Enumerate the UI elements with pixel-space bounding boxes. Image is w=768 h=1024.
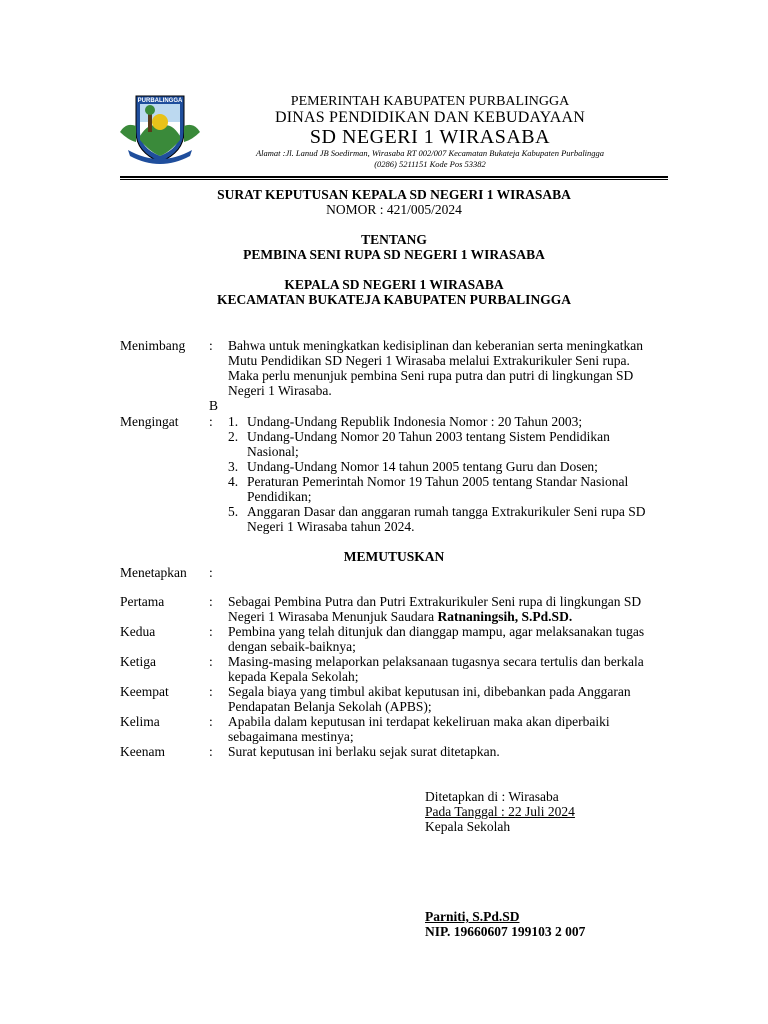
letterhead-government: PEMERINTAH KABUPATEN PURBALINGGA — [290, 94, 570, 109]
menimbang-line: Negeri 1 Wirasaba. — [228, 383, 332, 398]
decision-label-pertama: Pertama — [120, 594, 165, 609]
decision-text: Masing-masing melaporkan pelaksanaan tugasnya secara tertulis dan berkala — [228, 654, 644, 669]
signature-date: Pada Tanggal : 22 Juli 2024 — [425, 804, 575, 819]
decision-label-kelima: Kelima — [120, 714, 160, 729]
decision-text — [228, 609, 696, 624]
decree-authority: KEPALA SD NEGERI 1 WIRASABA — [284, 277, 504, 292]
decree-about: TENTANG — [361, 232, 427, 247]
colon: : — [209, 624, 213, 639]
list-item-cont: Negeri 1 Wirasaba tahun 2024. — [247, 519, 415, 534]
decision-text: Apabila dalam keputusan ini terdapat kekeliruan maka akan diperbaiki — [228, 714, 610, 729]
decision-text: Segala biaya yang timbul akibat keputusan ini, dibebankan pada Anggaran — [228, 684, 631, 699]
decision-text: Pendapatan Belanja Sekolah (APBS); — [228, 699, 432, 714]
decision-text-part: Negeri 1 Wirasaba Menunjuk Saudara — [228, 609, 438, 624]
list-number: 3. — [228, 459, 239, 474]
decision-label-keempat: Keempat — [120, 684, 169, 699]
decides-heading: MEMUTUSKAN — [343, 549, 445, 564]
menimbang-line: Mutu Pendidikan SD Negeri 1 Wirasaba melalui Extrakurikuler Seni rupa. — [228, 353, 630, 368]
list-item: Undang-Undang Nomor 14 tahun 2005 tentang Guru dan Dosen; — [247, 459, 598, 474]
decision-text: Surat keputusan ini berlaku sejak surat ditetapkan. — [228, 744, 500, 759]
signatory-nip: NIP. 19660607 199103 2 007 — [425, 924, 586, 939]
colon: : — [209, 594, 213, 609]
list-number: 2. — [228, 429, 239, 444]
stray-letter: B — [209, 398, 219, 413]
section-label-mengingat: Mengingat — [120, 414, 179, 429]
appointee-name: Ratnaningsih, S.Pd.SD. — [437, 609, 573, 624]
list-number: 4. — [228, 474, 239, 489]
letterhead-department: DINAS PENDIDIKAN DAN KEBUDAYAAN — [274, 109, 586, 126]
section-label-menimbang: Menimbang — [120, 338, 186, 353]
list-item: Peraturan Pemerintah Nomor 19 Tahun 2005 tentang Standar Nasional — [247, 474, 629, 489]
decision-text: kepada Kepala Sekolah; — [228, 669, 359, 684]
decree-title: SURAT KEPUTUSAN KEPALA SD NEGERI 1 WIRASABA — [217, 187, 571, 202]
colon: : — [209, 684, 213, 699]
letterhead-rule-thick — [120, 176, 668, 178]
decision-label-keenam: Keenam — [120, 744, 165, 759]
school-emblem-logo — [118, 92, 202, 164]
colon: : — [209, 338, 213, 353]
logo-lettering: PURBALINGGA — [137, 98, 183, 104]
menimbang-line: Bahwa untuk meningkatkan kedisiplinan dan keberanian serta meningkatkan — [228, 338, 643, 353]
letterhead-rule-thin — [120, 179, 668, 180]
list-item: Undang-Undang Nomor 20 Tahun 2003 tentang Sistem Pendidikan — [247, 429, 610, 444]
colon: : — [209, 744, 213, 759]
colon: : — [209, 714, 213, 729]
decree-number: NOMOR : 421/005/2024 — [326, 202, 462, 217]
decree-subject: PEMBINA SENI RUPA SD NEGERI 1 WIRASABA — [243, 247, 545, 262]
list-item: Undang-Undang Republik Indonesia Nomor : 20 Tahun 2003; — [247, 414, 583, 429]
list-number: 5. — [228, 504, 239, 519]
list-number: 1. — [228, 414, 239, 429]
colon: : — [209, 414, 213, 429]
decision-text: Sebagai Pembina Putra dan Putri Extrakurikuler Seni rupa di lingkungan SD — [228, 594, 642, 609]
list-item-cont: Pendidikan; — [247, 489, 312, 504]
signatory-name: Parniti, S.Pd.SD — [425, 909, 520, 924]
decision-text: Pembina yang telah ditunjuk dan dianggap mampu, agar melaksanakan tugas — [228, 624, 645, 639]
signature-position: Kepala Sekolah — [425, 819, 511, 834]
decision-text: sebagaimana mestinya; — [228, 729, 354, 744]
decision-label-kedua: Kedua — [120, 624, 156, 639]
section-label-menetapkan: Menetapkan — [120, 565, 187, 580]
letterhead-phone: (0286) 5211151 Kode Pos 53382 — [374, 159, 486, 169]
letterhead-address: Alamat :Jl. Lanud JB Soedirman, Wirasaba RT 002/007 Kecamatan Bukateja Kabupaten Purbalingga — [255, 148, 605, 158]
colon: : — [209, 654, 213, 669]
menimbang-line: Maka perlu menunjuk pembina Seni rupa putra dan putri di lingkungan SD — [228, 368, 634, 383]
colon: : — [209, 565, 213, 580]
decision-text: dengan sebaik-baiknya; — [228, 639, 356, 654]
letterhead-school-name: SD NEGERI 1 WIRASABA — [309, 126, 551, 148]
decision-label-ketiga: Ketiga — [120, 654, 156, 669]
list-item-cont: Nasional; — [247, 444, 299, 459]
decree-authority-area: KECAMATAN BUKATEJA KABUPATEN PURBALINGGA — [217, 292, 571, 307]
signature-place: Ditetapkan di : Wirasaba — [425, 789, 559, 804]
list-item: Anggaran Dasar dan anggaran rumah tangga Extrakurikuler Seni rupa SD — [247, 504, 646, 519]
